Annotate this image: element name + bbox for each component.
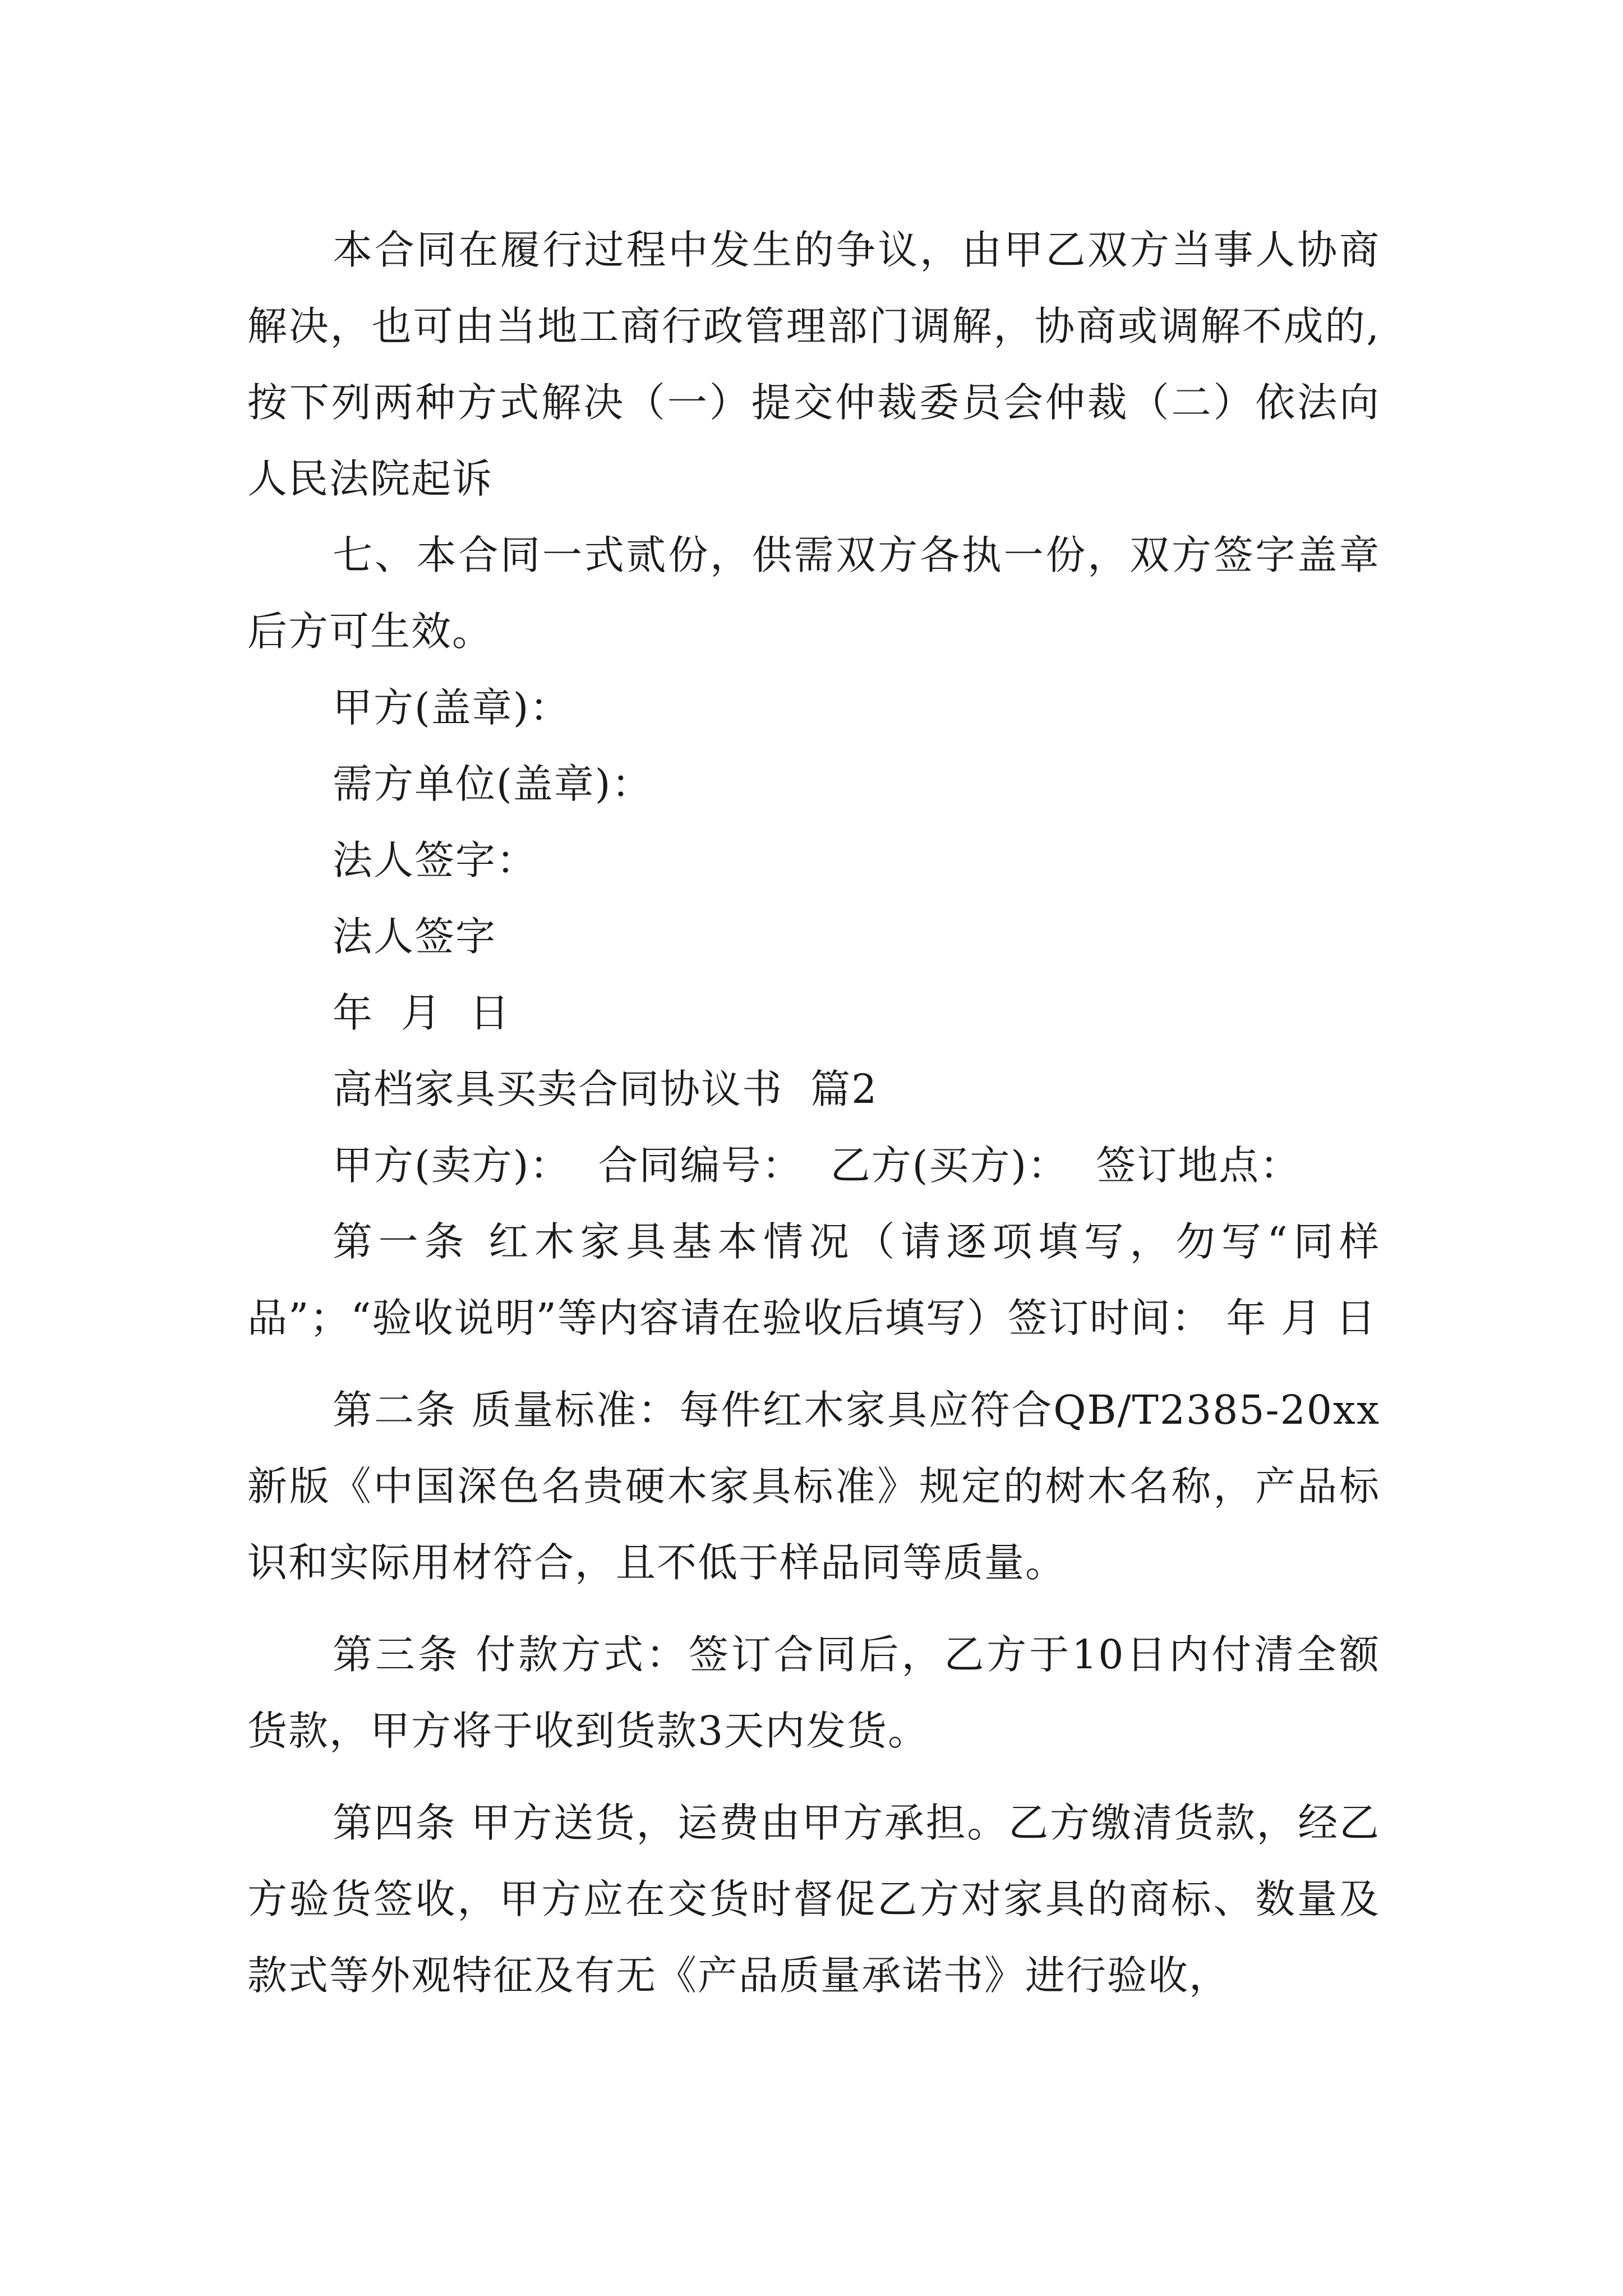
buyer-seal-line: 需方单位(盖章)：: [333, 761, 653, 807]
legal-rep-signature-line: 法人签字：: [333, 837, 538, 884]
document-body: [247, 212, 1380, 2014]
legal-rep-signature-line-2: 法人签字: [333, 913, 497, 960]
section-heading: 高档家具买卖合同协议书 篇2: [333, 1066, 878, 1112]
party-a-seal-line: 甲方(盖章)：: [333, 684, 571, 731]
paragraph-dispute-resolution: 本合同在履行过程中发生的争议，由甲乙双方当事人协商解决，也可由当地工商行政管理部门调解，协商或调解不成的,按下列两种方式解决（一）提交仲裁委员会仲裁（二）依法向人民法院起诉: [247, 227, 1380, 502]
article-one: 第一条 红木家具基本情况（请逐项填写，勿写“同样品”；“验收说明”等内容请在验收后填写）签订时间： 年 月 日: [247, 1218, 1380, 1341]
date-line: 年 月 日: [333, 990, 511, 1036]
article-three: 第三条 付款方式：签订合同后，乙方于10日内付清全额货款，甲方将于收到货款3天内发货。: [247, 1631, 1380, 1754]
article-two: 第二条 质量标准：每件红木家具应符合QB/T2385-20xx新版《中国深色名贵硬木家具标准》规定的树木名称，产品标识和实际用材符合，且不低于样品同等质量。: [247, 1387, 1380, 1586]
paragraph-clause-seven: 七、本合同一式贰份，供需双方各执一份，双方签字盖章后方可生效。: [247, 532, 1380, 655]
article-four: 第四条 甲方送货，运费由甲方承担。乙方缴清货款，经乙方验货签收，甲方应在交货时督促乙方对家具的商标、数量及款式等外观特征及有无《产品质量承诺书》进行验收，: [247, 1800, 1380, 1999]
parties-info-line: 甲方(卖方)： 合同编号： 乙方(买方)： 签订地点：: [333, 1142, 1301, 1189]
